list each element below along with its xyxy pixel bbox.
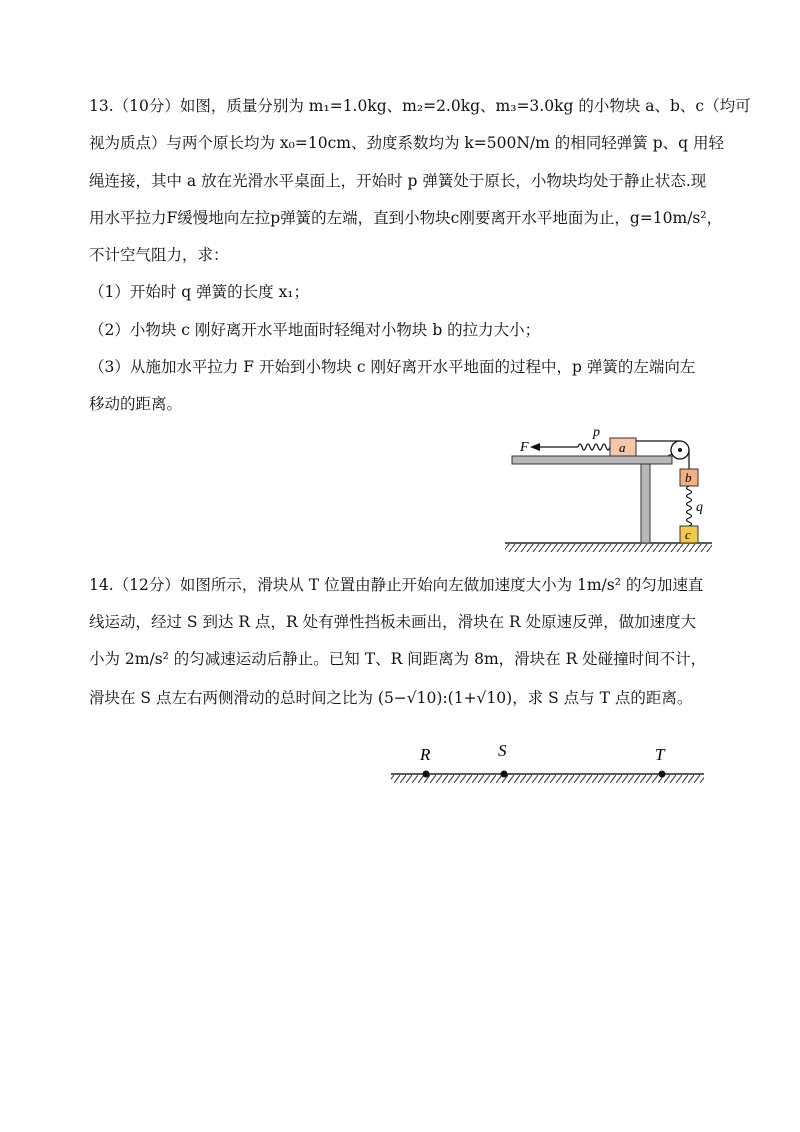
q13-line-1: 13.（10分）如图，质量分别为 m₁=1.0kg、m₂=2.0kg、m₃=3.0kg 的小物块 a、b、c（均可 (89, 97, 751, 115)
q14-line-2: 线运动，经过 S 到达 R 点，R 处有弹性挡板未画出，滑块在 R 处原速反弹，做加速度大 (89, 613, 697, 631)
label-T: T (655, 745, 665, 764)
q14-line-4: 滑块在 S 点左右两侧滑动的总时间之比为 (5−√10):(1+√10)，求 S 点与 T 点的距离。 (89, 689, 693, 707)
q14-line-3: 小为 2m/s² 的匀减速运动后静止。已知 T、R 间距离为 8m，滑块在 R 处碰撞时间不计， (89, 650, 707, 668)
table-leg (641, 464, 650, 543)
q13-line-2: 视为质点）与两个原长均为 x₀=10cm、劲度系数均为 k=500N/m 的相同轻弹簧 p、q 用轻 (89, 134, 724, 152)
spring-p (578, 444, 610, 450)
label-q: q (696, 500, 703, 515)
point-R (423, 771, 430, 778)
label-b: b (685, 470, 692, 485)
point-T (659, 771, 666, 778)
force-arrowhead (530, 443, 540, 451)
spring-q (687, 486, 692, 526)
q13-sub-2: （2）小物块 c 刚好离开水平地面时轻绳对小物块 b 的拉力大小； (89, 321, 541, 339)
q13-figure (500, 420, 715, 555)
pulley-axle (678, 448, 682, 452)
q14-figure (388, 735, 708, 790)
table-top (512, 456, 672, 464)
label-p: p (593, 425, 600, 440)
label-F: F (520, 440, 529, 455)
track-hatch (391, 775, 704, 783)
label-R: R (420, 745, 431, 764)
point-S (501, 771, 508, 778)
q13-line-5: 不计空气阻力，求： (89, 246, 229, 264)
q13-sub-1: （1）开始时 q 弹簧的长度 x₁； (89, 283, 310, 301)
q13-line-4: 用水平拉力F缓慢地向左拉p弹簧的左端，直到小物块c刚要离开水平地面为止，g=10m/s²， (89, 209, 723, 227)
label-a: a (619, 440, 626, 455)
q13-sub-3-cont: 移动的距离。 (89, 395, 183, 413)
ground-hatch (505, 544, 712, 552)
q13-sub-3: （3）从施加水平拉力 F 开始到小物块 c 刚好离开水平地面的过程中，p 弹簧的左端向左 (89, 358, 696, 376)
label-S: S (498, 741, 507, 760)
q14-line-1: 14.（12分）如图所示，滑块从 T 位置由静止开始向左做加速度大小为 1m/s² 的匀加速直 (89, 576, 704, 594)
label-c: c (685, 527, 691, 542)
q13-line-3: 绳连接，其中 a 放在光滑水平桌面上，开始时 p 弹簧处于原长，小物块均处于静止状态.现 (89, 172, 707, 190)
